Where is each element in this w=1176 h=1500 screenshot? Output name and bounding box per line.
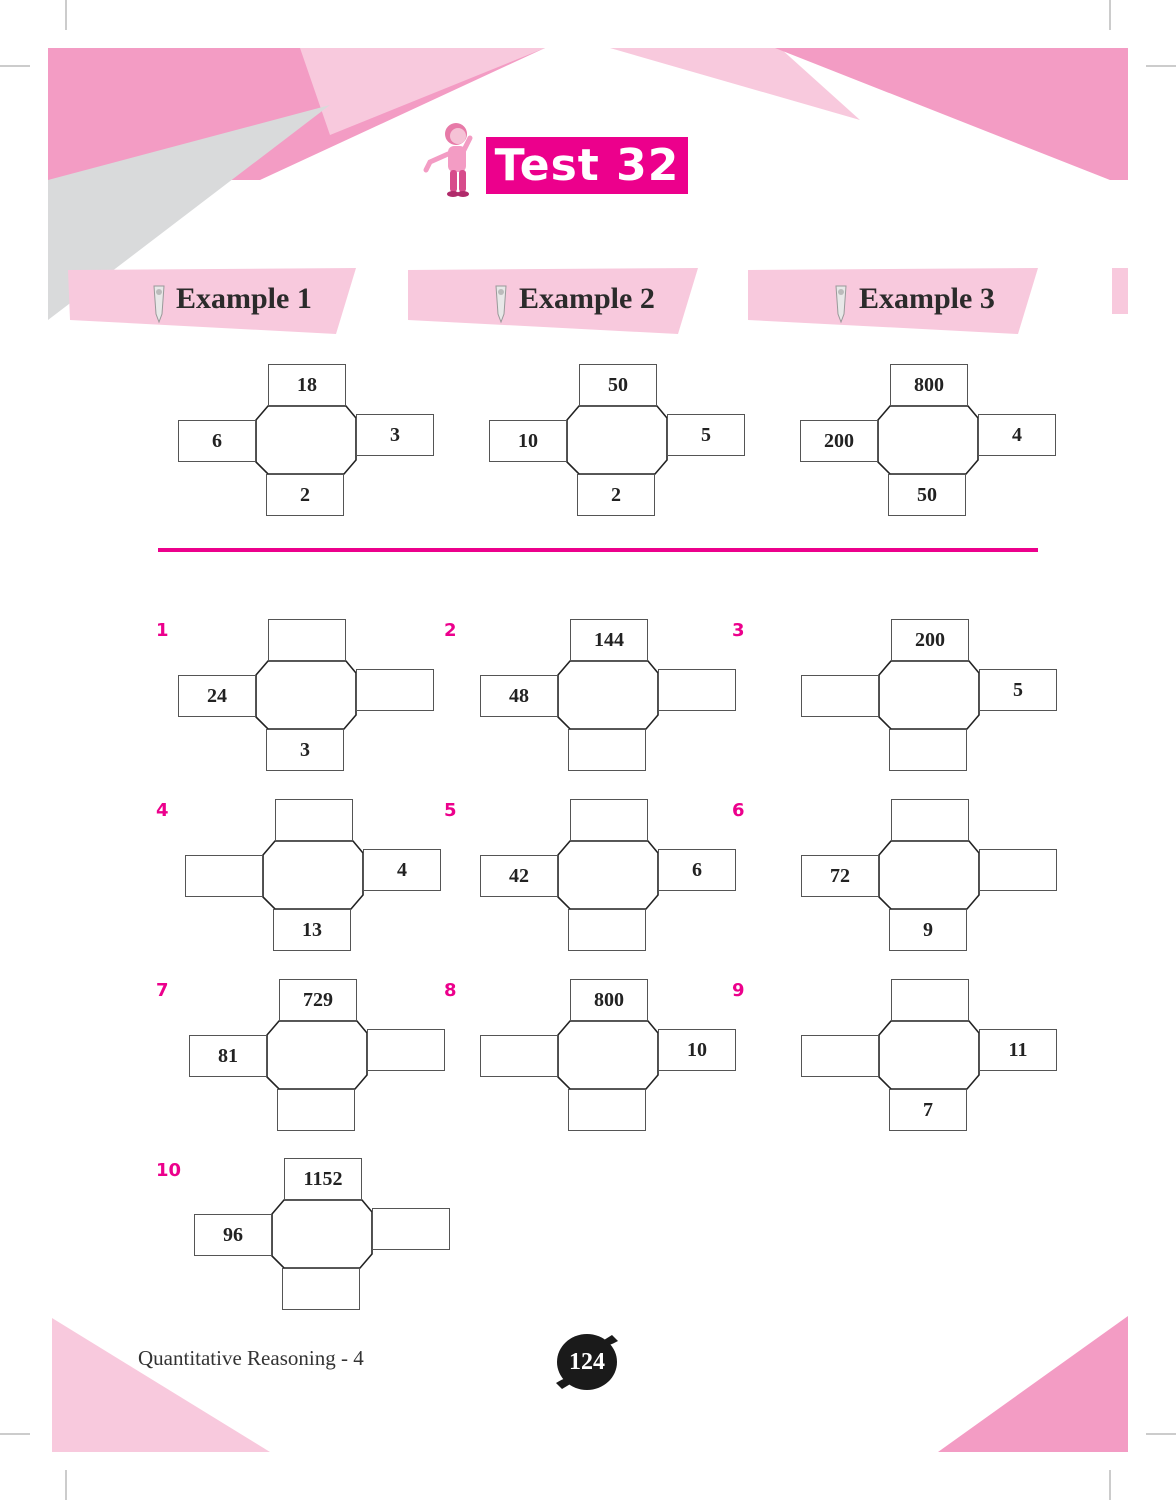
- right-cell: 4: [363, 849, 441, 891]
- bottom-cell: 9: [889, 909, 967, 951]
- bottom-cell[interactable]: [568, 1089, 646, 1131]
- question-1-puzzle: [178, 619, 438, 779]
- pencil-icon: [488, 280, 514, 324]
- left-cell[interactable]: [801, 1035, 879, 1077]
- question-9-number: 9: [732, 980, 745, 1001]
- left-cell: 42: [480, 855, 558, 897]
- example-3-puzzle: [800, 364, 1060, 524]
- question-7-puzzle: [189, 979, 449, 1139]
- top-cell: 729: [279, 979, 357, 1021]
- top-cell[interactable]: [268, 619, 346, 661]
- left-cell[interactable]: [185, 855, 263, 897]
- example-3-label: Example 3: [859, 282, 995, 315]
- left-cell: 200: [800, 420, 878, 462]
- right-cell[interactable]: [658, 669, 736, 711]
- section-divider: [158, 548, 1038, 552]
- example-2-puzzle: [489, 364, 749, 524]
- left-cell[interactable]: [480, 1035, 558, 1077]
- top-cell: 144: [570, 619, 648, 661]
- right-cell: 6: [658, 849, 736, 891]
- bottom-cell: 2: [577, 474, 655, 516]
- right-cell: 5: [979, 669, 1057, 711]
- top-cell[interactable]: [891, 799, 969, 841]
- question-1-number: 1: [156, 620, 169, 641]
- question-7-number: 7: [156, 980, 169, 1001]
- top-cell: 800: [570, 979, 648, 1021]
- bottom-cell[interactable]: [568, 729, 646, 771]
- question-4-puzzle: [185, 799, 445, 959]
- example-1-puzzle: [178, 364, 438, 524]
- bottom-cell[interactable]: [568, 909, 646, 951]
- question-9-puzzle: [801, 979, 1061, 1139]
- bottom-cell[interactable]: [889, 729, 967, 771]
- bottom-cell[interactable]: [282, 1268, 360, 1310]
- question-3-number: 3: [732, 620, 745, 641]
- question-8-puzzle: [480, 979, 740, 1139]
- top-cell: 50: [579, 364, 657, 406]
- bottom-cell[interactable]: [277, 1089, 355, 1131]
- right-cell: 3: [356, 414, 434, 456]
- bottom-cell: 7: [889, 1089, 967, 1131]
- bottom-cell: 3: [266, 729, 344, 771]
- question-2-puzzle: [480, 619, 740, 779]
- right-cell[interactable]: [372, 1208, 450, 1250]
- left-cell: 72: [801, 855, 879, 897]
- right-cell: 5: [667, 414, 745, 456]
- left-cell: 24: [178, 675, 256, 717]
- right-cell: 11: [979, 1029, 1057, 1071]
- right-cell[interactable]: [356, 669, 434, 711]
- example-1-label: Example 1: [176, 282, 312, 315]
- left-cell: 81: [189, 1035, 267, 1077]
- question-10-number: 10: [156, 1160, 182, 1181]
- top-cell[interactable]: [570, 799, 648, 841]
- question-6-puzzle: [801, 799, 1061, 959]
- top-cell: 18: [268, 364, 346, 406]
- girl-mascot-icon: [420, 120, 480, 200]
- right-cell[interactable]: [979, 849, 1057, 891]
- question-5-puzzle: [480, 799, 740, 959]
- left-cell: 6: [178, 420, 256, 462]
- question-5-number: 5: [444, 800, 457, 821]
- top-cell: 1152: [284, 1158, 362, 1200]
- pencil-icon: [828, 280, 854, 324]
- bottom-cell: 2: [266, 474, 344, 516]
- pencil-icon: [146, 280, 172, 324]
- question-2-number: 2: [444, 620, 457, 641]
- question-10-puzzle: [194, 1158, 454, 1318]
- right-cell[interactable]: [367, 1029, 445, 1071]
- left-cell[interactable]: [801, 675, 879, 717]
- left-cell: 10: [489, 420, 567, 462]
- top-cell: 200: [891, 619, 969, 661]
- test-title: Test 32: [486, 137, 688, 194]
- right-cell: 4: [978, 414, 1056, 456]
- top-cell: 800: [890, 364, 968, 406]
- example-2-label: Example 2: [519, 282, 655, 315]
- page-number: 124: [569, 1348, 605, 1375]
- right-cell: 10: [658, 1029, 736, 1071]
- question-4-number: 4: [156, 800, 169, 821]
- question-8-number: 8: [444, 980, 457, 1001]
- top-cell[interactable]: [275, 799, 353, 841]
- question-3-puzzle: [801, 619, 1061, 779]
- left-cell: 96: [194, 1214, 272, 1256]
- top-cell[interactable]: [891, 979, 969, 1021]
- question-6-number: 6: [732, 800, 745, 821]
- book-title: Quantitative Reasoning - 4: [138, 1346, 364, 1370]
- bottom-cell: 50: [888, 474, 966, 516]
- left-cell: 48: [480, 675, 558, 717]
- bottom-cell: 13: [273, 909, 351, 951]
